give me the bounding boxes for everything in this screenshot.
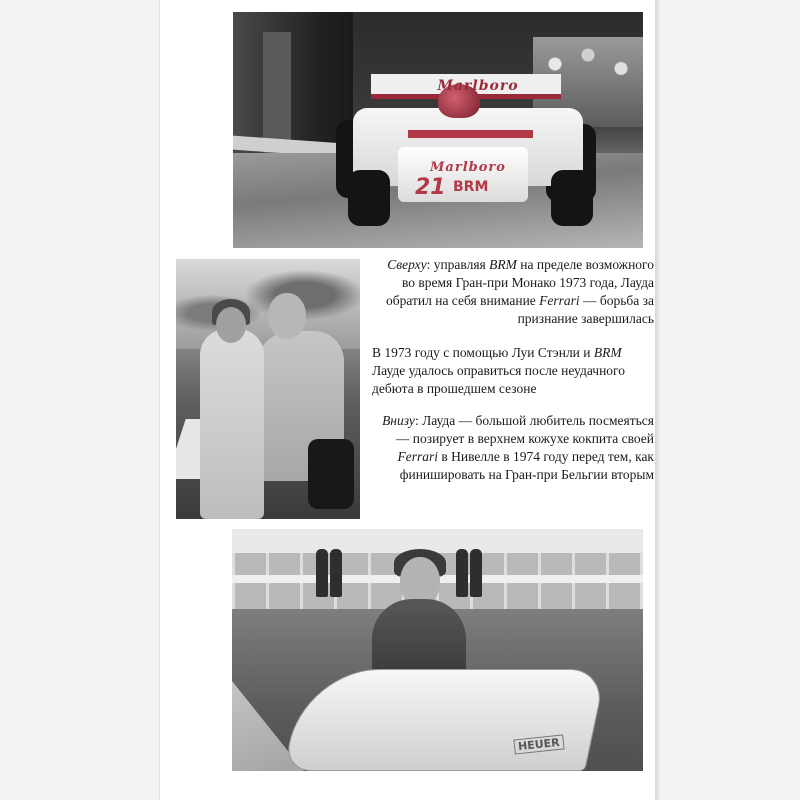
photo-driver-overalls (200, 329, 264, 519)
photo-trees (176, 259, 360, 349)
photo-bystander (470, 549, 482, 597)
caption-bottom-label: Внизу (382, 413, 415, 428)
photo-lauda-and-stanley (176, 259, 360, 519)
caption-top-brm: BRM (489, 257, 517, 272)
photo-sponsor-nose-text: Marlboro (430, 160, 506, 175)
photo-bystander (316, 549, 328, 597)
caption-bottom-ferrari: Ferrari (397, 449, 438, 464)
photo-man-suit-head (268, 293, 306, 339)
photo-driver-head (216, 307, 246, 343)
caption-middle-text-2: Лауде удалось оправиться после неудачного дебюта в прошедшем сезоне (372, 363, 625, 396)
caption-top-text-1: : управляя (426, 257, 490, 272)
caption-top-text-2: на пределе возможного во время Гран-при Монако 1973 года, Лауда обратил на себя внимание (385, 257, 654, 308)
photo-tyre (308, 439, 354, 509)
caption-top-text-3: — борьба за признание завершилась (517, 293, 654, 326)
photo-lauda-in-cockpit-cover (232, 529, 643, 771)
caption-middle-text-1: В 1973 году с помощью Луи Стэнли и (372, 345, 594, 360)
photo-tyre-front-right (551, 170, 593, 226)
photo-sky (232, 529, 643, 555)
photo-car-number: 21 (415, 175, 446, 200)
page-spine-shadow (655, 0, 661, 800)
photo-tyre-front-left (348, 170, 390, 226)
photo-bystander (330, 549, 342, 597)
photo-race-car-monaco (233, 12, 643, 248)
caption-top-ferrari: Ferrari (539, 293, 580, 308)
caption-bottom-text-2: в Нивелле в 1974 году перед тем, как финишировать на Гран-при Бельгии вторым (399, 449, 654, 482)
photo-car-stripe (408, 130, 533, 138)
caption-bottom (379, 412, 654, 484)
photo-bystander (456, 549, 468, 597)
photo-cockpit-cover (283, 669, 607, 771)
photo-car-team-text: BRM (453, 179, 489, 195)
caption-middle-brm: BRM (593, 345, 622, 360)
photo-sponsor-wing-text: Marlboro (437, 78, 519, 94)
caption-top (379, 256, 654, 328)
caption-bottom-text-1: : Лауда — большой любитель посмеяться — позирует в верхнем кожухе кокпита своей (395, 413, 654, 446)
caption-top-label: Сверху (387, 257, 427, 272)
caption-middle (372, 344, 632, 398)
photo-bodywork-logo: HEUER (513, 734, 564, 754)
